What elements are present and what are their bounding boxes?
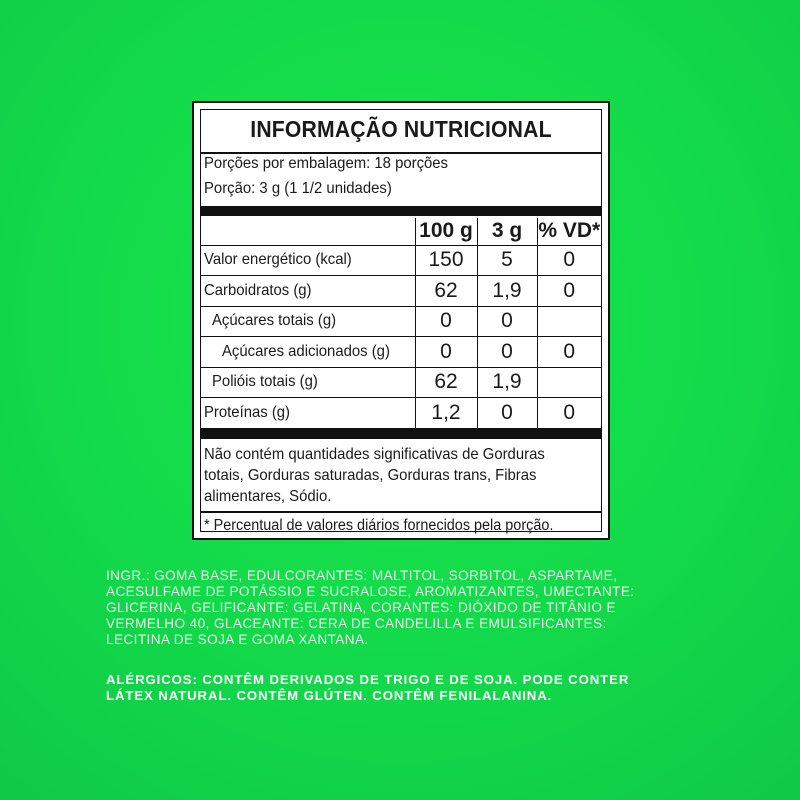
nutrition-facts-label	[192, 101, 610, 540]
ingredients-line: VERMELHO 40, GLACEANTE: CERA DE CANDELILLA E EMULSIFICANTES:	[106, 616, 607, 631]
table-row	[201, 367, 601, 398]
cell-vd	[537, 306, 601, 337]
thick-divider	[201, 206, 601, 216]
servings-per-package: Porções por embalagem: 18 porções	[204, 155, 449, 172]
cell-serving: 1,9	[477, 367, 537, 398]
table-row	[201, 337, 601, 368]
cell-100g: 62	[415, 276, 477, 307]
ingredients-line: INGR.: GOMA BASE, EDULCORANTES: MALTITOL, SORBITOL, ASPARTAME,	[106, 568, 618, 583]
row-label	[201, 367, 415, 398]
ingredients-line: GLICERINA, GELIFICANTE: GELATINA, CORANTES: DIÓXIDO DE TITÂNIO E	[106, 600, 617, 615]
note-line: totais, Gorduras saturadas, Gorduras trans, Fibras	[204, 467, 537, 484]
thick-divider	[201, 429, 601, 439]
table-row	[201, 245, 601, 276]
row-label	[201, 276, 415, 307]
table-row	[201, 398, 601, 429]
cell-serving: 1,9	[477, 276, 537, 307]
table-row	[201, 276, 601, 307]
row-label-text: Açúcares adicionados (g)	[222, 342, 390, 360]
row-label-text: Polióis totais (g)	[212, 373, 318, 391]
allergens-line: ALÉRGICOS: CONTÊM DERIVADOS DE TRIGO E DE SOJA. PODE CONTER	[106, 672, 630, 687]
divider	[201, 152, 601, 154]
cell-100g: 150	[415, 245, 477, 276]
cell-serving: 0	[477, 337, 537, 368]
row-label	[201, 398, 415, 429]
cell-serving: 0	[477, 398, 537, 429]
allergens-line: LÁTEX NATURAL. CONTÊM GLÚTEN. CONTÊM FENILALANINA.	[106, 688, 553, 703]
column-header-100g: 100 g	[415, 218, 477, 245]
cell-vd: 0	[537, 245, 601, 276]
row-label	[201, 245, 415, 276]
not-significant-note	[204, 444, 597, 507]
nutrition-table	[201, 218, 601, 429]
table-header-row	[201, 218, 601, 245]
cell-vd: 0	[537, 398, 601, 429]
ingredients-text	[106, 568, 692, 648]
ingredients-line: LECITINA DE SOJA E GOMA XANTANA.	[106, 632, 369, 647]
cell-vd: 0	[537, 276, 601, 307]
row-label-text: Proteínas (g)	[204, 403, 291, 421]
cell-100g: 62	[415, 367, 477, 398]
nutrition-title: INFORMAÇÃO NUTRICIONAL	[250, 116, 552, 142]
ingredients-line: ACESULFAME DE POTÁSSIO E SUCRALOSE, AROMATIZANTES, UMECTANTE:	[106, 584, 635, 599]
cell-vd: 0	[537, 337, 601, 368]
daily-value-footnote: * Percentual de valores diários fornecidos pela porção.	[204, 517, 554, 534]
row-label-text: Açúcares totais (g)	[212, 312, 337, 330]
column-header-vd: % VD*	[537, 218, 601, 245]
row-label-text: Valor energético (kcal)	[204, 251, 352, 269]
nutrition-facts-frame	[200, 109, 602, 532]
cell-serving: 5	[477, 245, 537, 276]
row-label	[201, 306, 415, 337]
cell-100g: 1,2	[415, 398, 477, 429]
cell-serving: 0	[477, 306, 537, 337]
serving-size: Porção: 3 g (1 1/2 unidades)	[204, 180, 392, 197]
cell-vd	[537, 367, 601, 398]
table-row	[201, 306, 601, 337]
cell-100g: 0	[415, 306, 477, 337]
row-label	[201, 337, 415, 368]
cell-100g: 0	[415, 337, 477, 368]
note-line: alimentares, Sódio.	[204, 488, 332, 505]
row-label-text: Carboidratos (g)	[204, 281, 312, 299]
column-header-serving: 3 g	[477, 218, 537, 245]
allergens-text	[106, 672, 696, 704]
divider	[201, 511, 601, 513]
header-blank	[201, 218, 415, 245]
note-line: Não contém quantidades significativas de Gorduras	[204, 446, 545, 463]
